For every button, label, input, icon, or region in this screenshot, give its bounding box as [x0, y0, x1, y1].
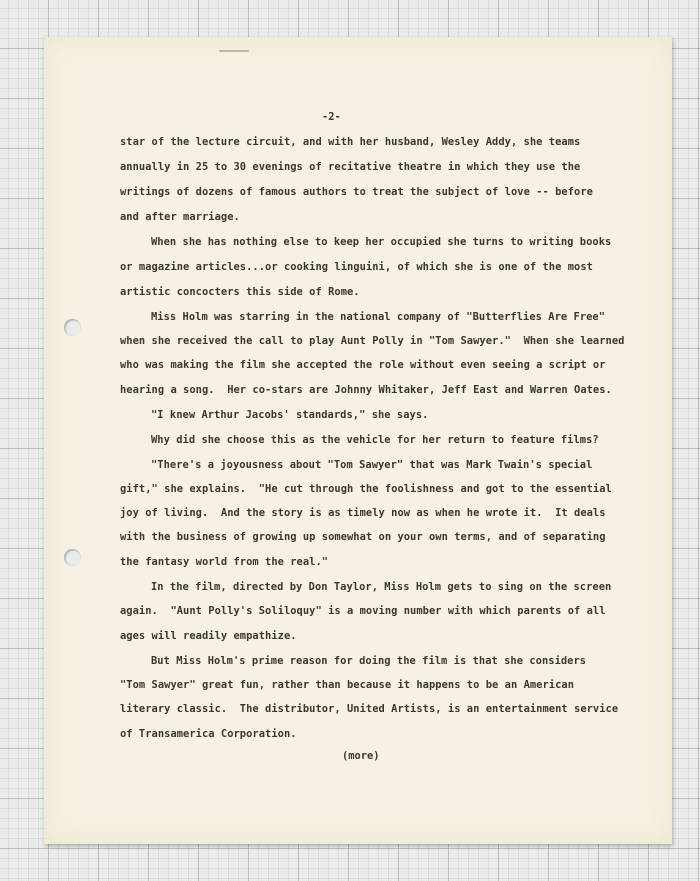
page-number: -2-	[322, 111, 341, 123]
typed-page	[44, 37, 672, 844]
text-line: star of the lecture circuit, and with her husband, Wesley Addy, she teams	[120, 136, 581, 148]
text-line: Why did she choose this as the vehicle for her return to feature films?	[151, 434, 599, 446]
text-line: In the film, directed by Don Taylor, Miss Holm gets to sing on the screen	[151, 581, 612, 593]
text-line: or magazine articles...or cooking linguini, of which she is one of the most	[120, 261, 593, 273]
punch-hole-icon	[64, 319, 81, 336]
text-line: annually in 25 to 30 evenings of recitative theatre in which they use the	[120, 161, 581, 173]
text-line: When she has nothing else to keep her occupied she turns to writing books	[151, 236, 612, 248]
text-line: who was making the film she accepted the role without even seeing a script or	[120, 359, 606, 371]
text-line: Miss Holm was starring in the national company of "Butterflies Are Free"	[151, 311, 606, 323]
text-line: again. "Aunt Polly's Soliloquy" is a moving number with which parents of all	[120, 605, 606, 617]
text-line: of Transamerica Corporation.	[120, 728, 297, 740]
text-line: ages will readily empathize.	[120, 630, 297, 642]
text-line: writings of dozens of famous authors to treat the subject of love -- before	[120, 186, 593, 198]
text-line: literary classic. The distributor, United Artists, is an entertainment service	[120, 703, 619, 715]
text-line: and after marriage.	[120, 211, 240, 223]
text-line: gift," she explains. "He cut through the foolishness and got to the essential	[120, 483, 612, 495]
text-line: hearing a song. Her co-stars are Johnny Whitaker, Jeff East and Warren Oates.	[120, 384, 612, 396]
text-line: joy of living. And the story is as timely now as when he wrote it. It deals	[120, 507, 606, 519]
text-line: "There's a joyousness about "Tom Sawyer" that was Mark Twain's special	[151, 459, 593, 471]
text-line: "I knew Arthur Jacobs' standards," she says.	[151, 409, 429, 421]
continuation-marker: (more)	[342, 750, 380, 762]
text-line: artistic concocters this side of Rome.	[120, 286, 360, 298]
text-line: with the business of growing up somewhat on your own terms, and of separating	[120, 531, 606, 543]
text-line: But Miss Holm's prime reason for doing the film is that she considers	[151, 655, 587, 667]
text-line: when she received the call to play Aunt Polly in "Tom Sawyer." When she learned	[120, 335, 625, 347]
text-line: "Tom Sawyer" great fun, rather than because it happens to be an American	[120, 679, 575, 691]
punch-hole-icon	[64, 549, 81, 566]
text-line: the fantasy world from the real."	[120, 556, 329, 568]
pencil-mark	[219, 50, 249, 52]
